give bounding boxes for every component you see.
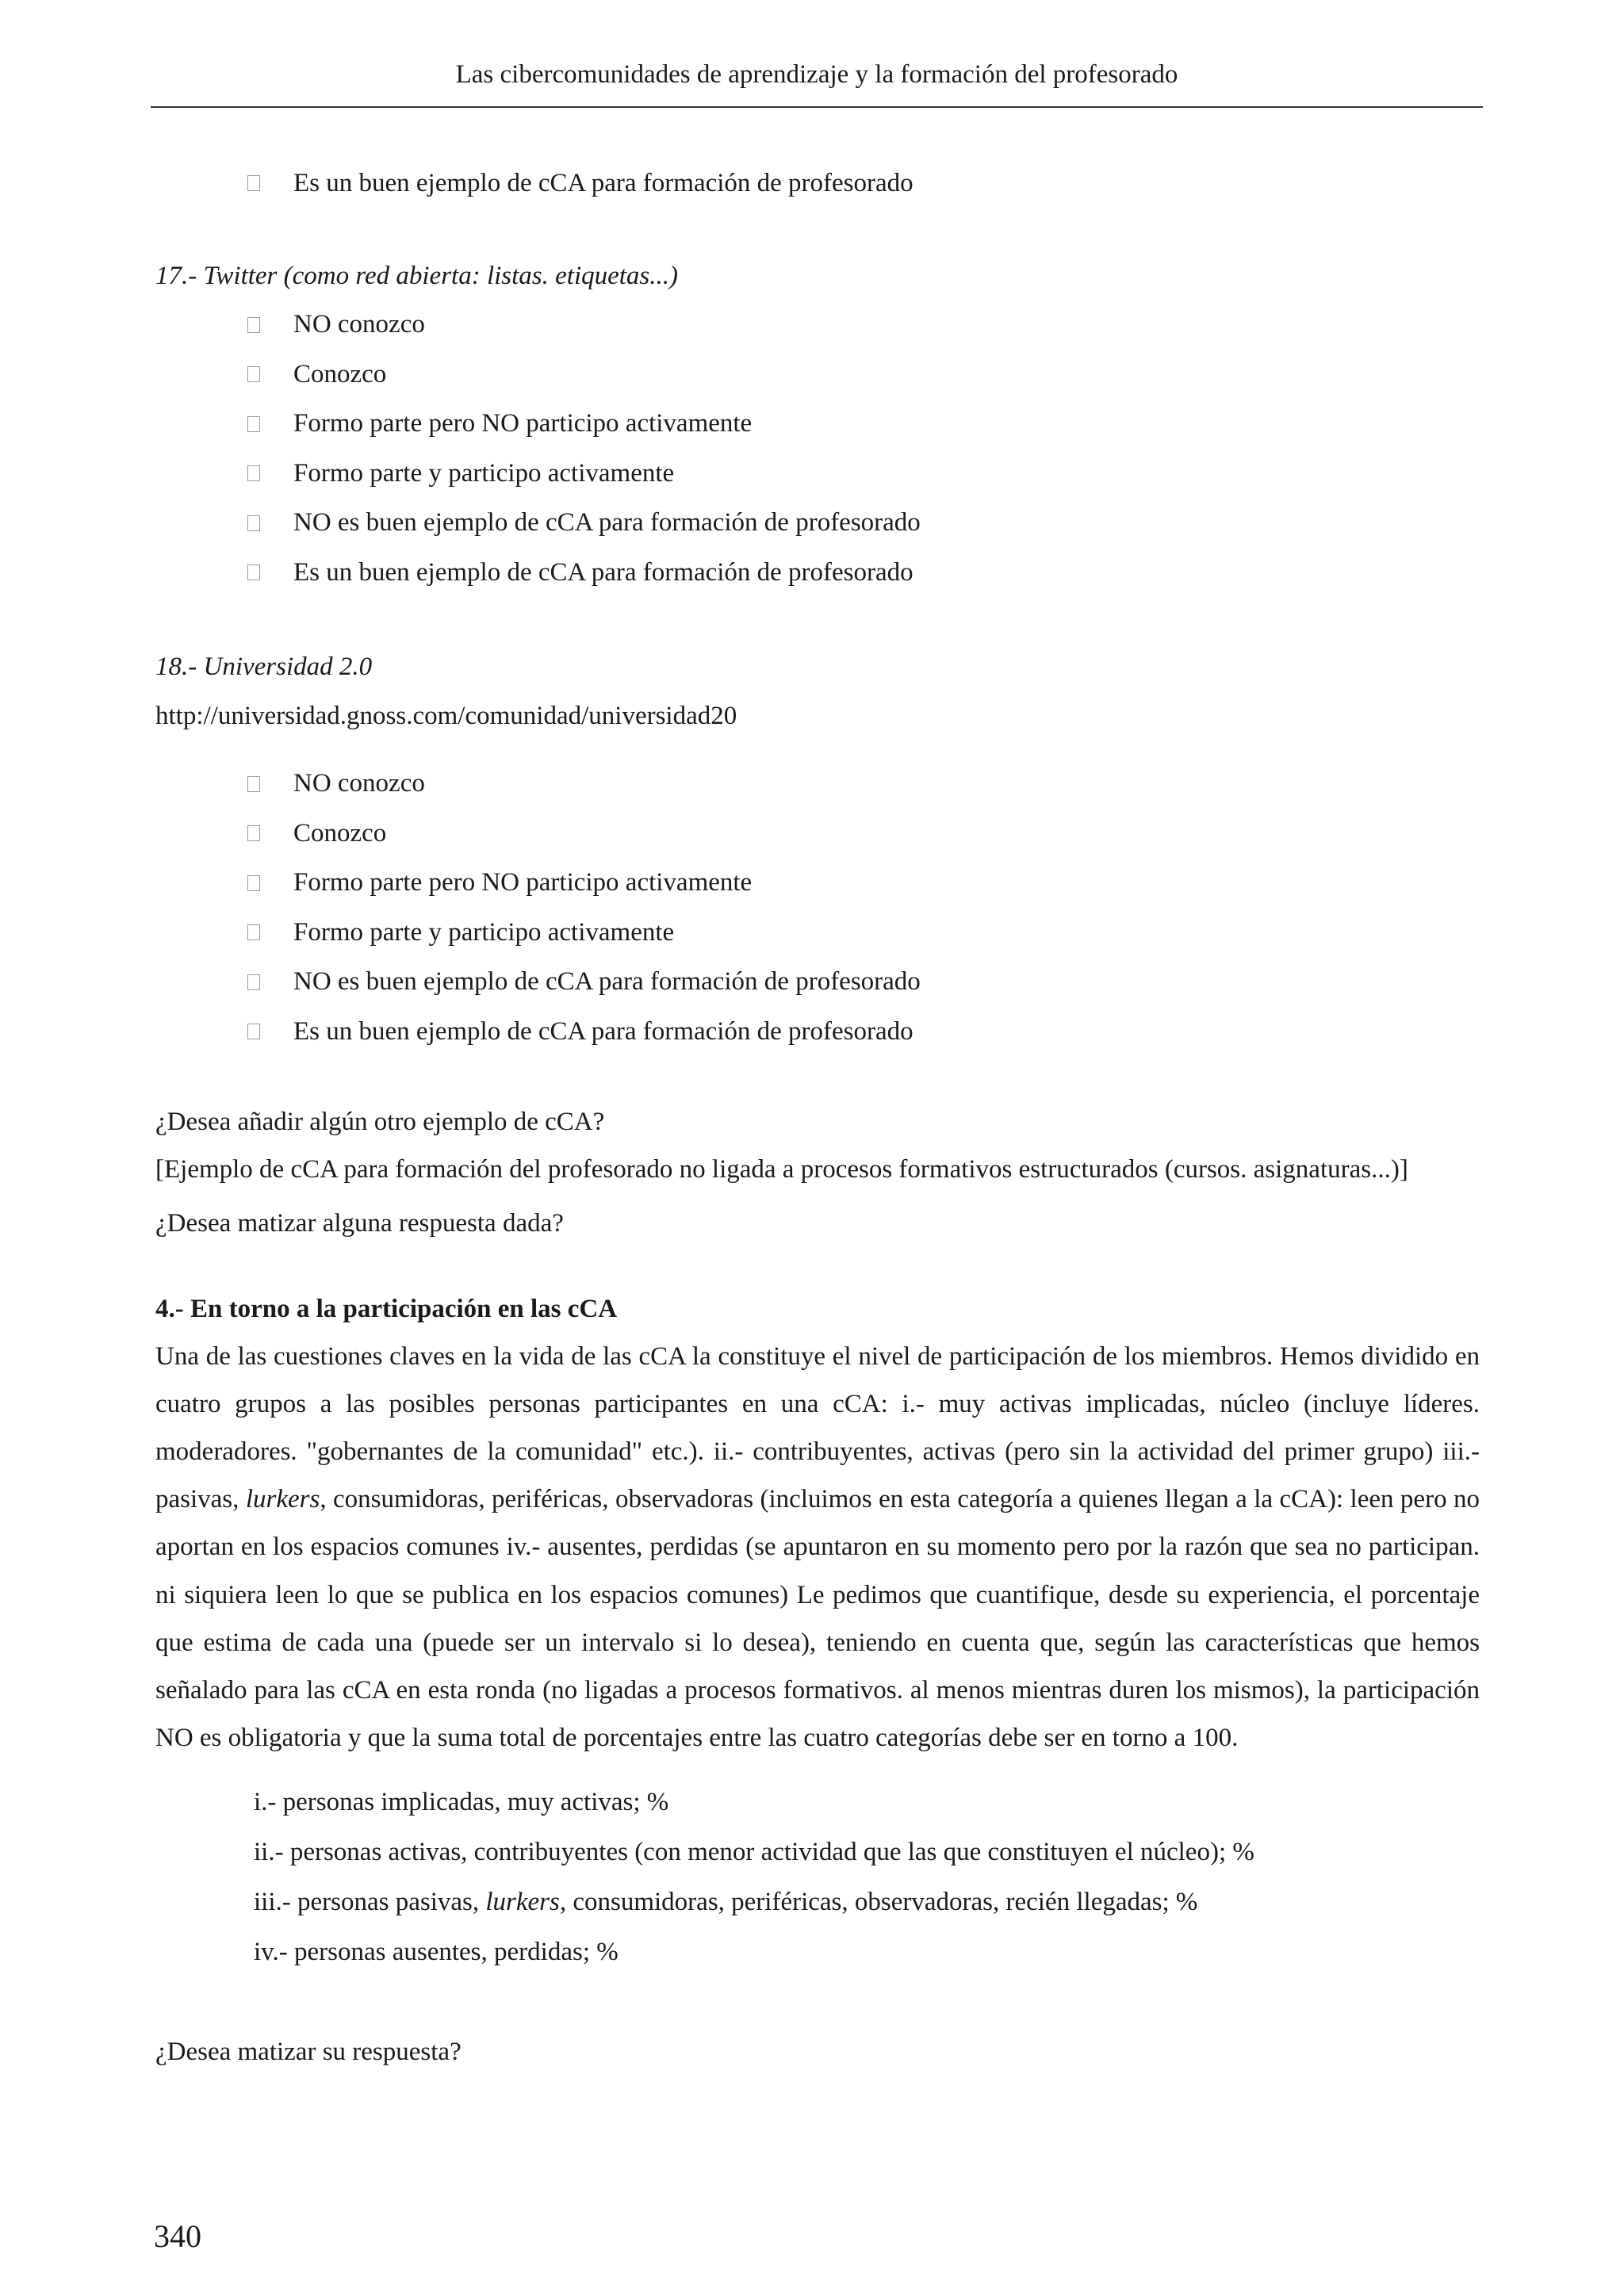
question-18-options — [155, 760, 1480, 1057]
question-17-title: 17.- Twitter (como red abierta: listas. etiquetas...) — [155, 261, 679, 290]
option-label: Formo parte pero NO participo activamente — [293, 409, 753, 438]
option-label: Formo parte y participo activamente — [293, 917, 675, 947]
question-17-options — [155, 300, 1480, 598]
list-item — [247, 908, 1480, 958]
checkbox-icon — [247, 465, 260, 481]
checkbox-icon — [247, 776, 260, 792]
list-item — [247, 548, 1480, 598]
checkbox-icon — [247, 366, 260, 382]
checkbox-icon — [247, 317, 260, 333]
option-label: Es un buen ejemplo de cCA para formación de profesorado — [293, 168, 914, 197]
option-label: NO es buen ejemplo de cCA para formación de profesorado — [293, 967, 921, 997]
list-item — [247, 400, 1480, 450]
checkbox-icon — [247, 875, 260, 891]
add-example-question: ¿Desea añadir algún otro ejemplo de cCA? — [155, 1107, 605, 1136]
category-text: iii.- personas pasivas, — [254, 1888, 486, 1917]
list-item — [247, 499, 1480, 549]
category-ii: ii.- personas activas, contribuyentes (con menor actividad que las que constituyen el núcleo); % — [254, 1838, 1254, 1867]
closing-question: ¿Desea matizar su respuesta? — [155, 2038, 462, 2067]
section-4-heading: 4.- En torno a la participación en las cCA — [155, 1294, 618, 1323]
category-text: , consumidoras, periféricas, observadoras, recién llegadas; % — [559, 1888, 1198, 1917]
paragraph-text: Una de las cuestiones claves en la vida de las cCA la constituye el nivel de participación de los miembros. Hemos dividido en cuatro grupos a las posibles personas participantes en una cCA: i.- muy activas implicadas, núcleo (incluye líderes. moderadores. "gobernantes de la comunidad" etc.). ii.- contribuyentes, activas (pero sin la actividad del primer grupo) iii.- pasivas, — [155, 1341, 1480, 1514]
header-divider — [151, 106, 1483, 108]
category-i: i.- personas implicadas, muy activas; % — [254, 1788, 669, 1817]
list-item — [247, 760, 1480, 809]
checkbox-icon — [247, 924, 260, 940]
checkbox-icon — [247, 825, 260, 841]
option-label: Formo parte y participo activamente — [293, 458, 675, 488]
list-item — [247, 449, 1480, 499]
participation-categories — [155, 1777, 1480, 1977]
list-item — [247, 958, 1480, 1008]
option-label: Conozco — [293, 818, 387, 848]
add-example-note: [Ejemplo de cCA para formación del profesorado no ligada a procesos formativos estructurados (cursos. asignaturas...)] — [155, 1154, 1408, 1184]
list-item — [247, 859, 1480, 909]
question-18-title: 18.- Universidad 2.0 — [155, 652, 373, 681]
checkbox-icon — [247, 564, 260, 580]
checkbox-icon — [247, 1024, 260, 1039]
checkbox-icon — [247, 175, 260, 191]
option-label: Conozco — [293, 359, 387, 388]
checkbox-icon — [247, 974, 260, 990]
option-label: NO es buen ejemplo de cCA para formación de profesorado — [293, 508, 921, 538]
paragraph-italic-term: lurkers — [245, 1485, 320, 1514]
paragraph-text: , consumidoras, periféricas, observadoras (incluimos en esta categoría a quienes llegan a la cCA): leen pero no aportan en los espacios comunes iv.- ausentes, perdidas (se apuntaron en su momento pero por la razón que sea no participan. ni siquiera leen lo que se publica en los espacios comunes) Le pedimos que cuantifique, desde su experiencia, el porcentaje que estima de cada una (puede ser un intervalo si lo desea), teniendo en cuenta que, según las características que hemos señalado para las cCA en esta ronda (no ligadas a procesos formativos. al menos mientras duren los mismos), la participación NO es obligatoria y que la suma total de porcentajes entre las cuatro categorías debe ser en torno a 100. — [155, 1485, 1480, 1753]
running-header: Las cibercomunidades de aprendizaje y la formación del profesorado — [455, 60, 1178, 89]
checkbox-icon — [247, 515, 260, 531]
option-label: NO conozco — [293, 310, 425, 339]
category-iv: iv.- personas ausentes, perdidas; % — [254, 1938, 619, 1967]
category-iii — [254, 1877, 1480, 1927]
option-label: NO conozco — [293, 769, 425, 798]
list-item — [247, 300, 1480, 350]
option-label: Formo parte pero NO participo activamente — [293, 868, 753, 897]
continued-option-list — [155, 159, 1480, 209]
option-label: Es un buen ejemplo de cCA para formación de profesorado — [293, 557, 914, 587]
page-content — [155, 159, 1480, 2076]
option-label: Es un buen ejemplo de cCA para formación de profesorado — [293, 1016, 914, 1046]
nuance-question: ¿Desea matizar alguna respuesta dada? — [155, 1208, 564, 1238]
list-item — [247, 350, 1480, 400]
question-18-url: http://universidad.gnoss.com/comunidad/universidad20 — [155, 701, 737, 730]
page-number: 340 — [154, 2218, 201, 2254]
list-item — [247, 159, 1480, 209]
category-italic-term: lurkers — [485, 1888, 560, 1917]
list-item — [247, 809, 1480, 859]
list-item — [247, 1007, 1480, 1057]
section-4-paragraph — [155, 1333, 1480, 1762]
checkbox-icon — [247, 416, 260, 432]
